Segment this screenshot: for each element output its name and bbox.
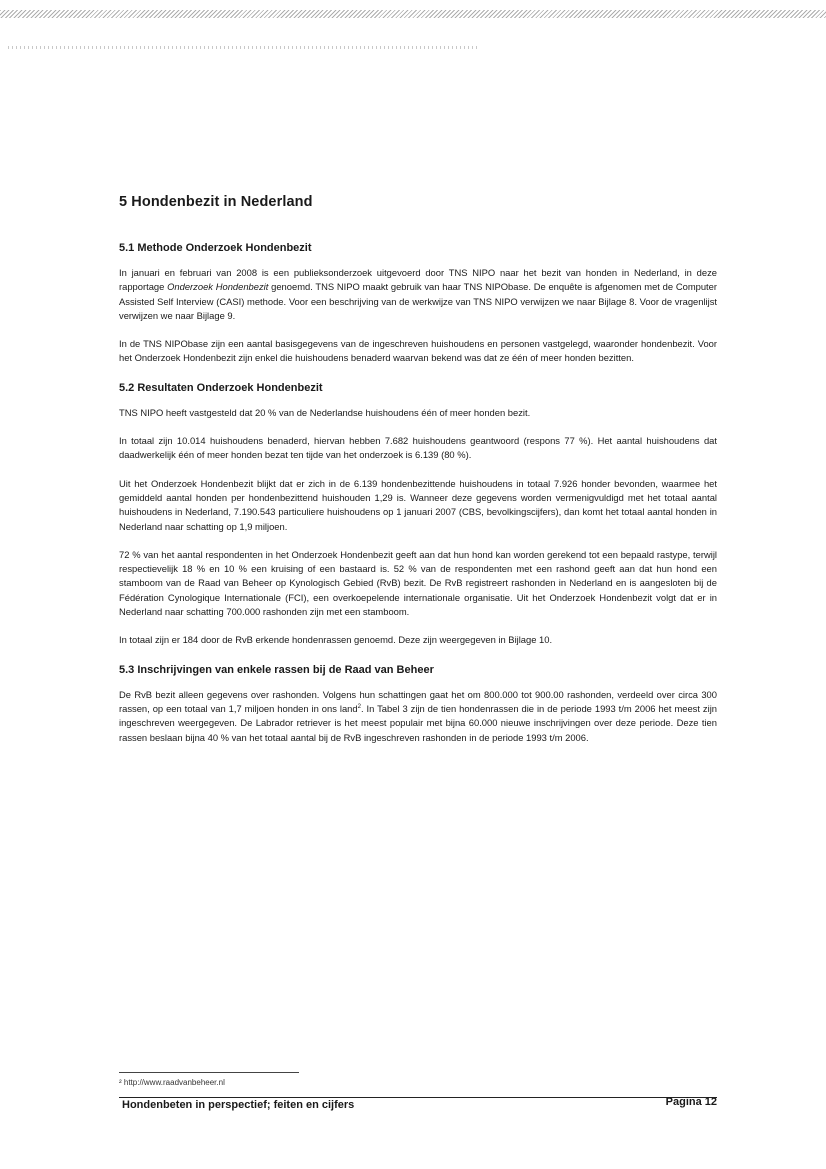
- paragraph-text: . In Tabel 3 zijn de tien hondenrassen die in de periode 1993 t/m 2006 het meest zijn ingeschreven weergegeven. De Labrador retriever is het meest populair met bijna 60.000 nieuwe inschrijvingen over deze periode. Deze tien rassen beslaan bijna 40 % van het totaal aantal bij de RvB ingeschreven rashonden in de periode 1993 t/m 2006.: [119, 702, 717, 743]
- page-content: [119, 194, 717, 759]
- footer-divider: [119, 1097, 717, 1098]
- paragraph: In de TNS NIPObase zijn een aantal basisgegevens van de ingeschreven huishoudens en personen vastgelegd, waaronder hondenbezit. Voor het Onderzoek Hondenbezit zijn enkel die huishoudens benaderd waarvan bekend was dat ze één of meer honden bezitten.: [119, 338, 717, 364]
- paragraph: [119, 266, 717, 323]
- section-title: 5.1 Methode Onderzoek Hondenbezit: [119, 242, 312, 254]
- paragraph: In totaal zijn er 184 door de RvB erkende hondenrassen genoemd. Deze zijn weergegeven in Bijlage 10.: [119, 634, 553, 646]
- page-number: Pagina 12: [665, 1096, 717, 1108]
- section-5-2: [119, 382, 717, 648]
- footnote-divider: [119, 1072, 299, 1073]
- paragraph: In totaal zijn 10.014 huishoudens benaderd, hiervan hebben 7.682 huishoudens geantwoord (respons 77 %). Het aantal huishoudens dat daadwerkelijk één of meer honden bezat ten tijde van het onderzoek is 6.139 (80 %).: [119, 435, 717, 461]
- paragraph-text: In januari en februari van 2008 is een publieksonderzoek uitgevoerd door TNS NIPO naar het bezit van honden in Nederland, in deze rapportage: [119, 267, 717, 293]
- paragraph-text: De RvB bezit alleen gegevens over rashonden. Volgens hun schattingen gaat het om 800.000 tot 900.00 rashonden, verdeeld over circa 300 rassen, op een totaal van 1,7 miljoen honden in ons land: [119, 688, 717, 714]
- footer-document-title: Hondenbeten in perspectief; feiten en cijfers: [122, 1099, 355, 1111]
- scan-artifact-top: [0, 10, 826, 18]
- section-title: 5.3 Inschrijvingen van enkele rassen bij de Raad van Beheer: [119, 663, 434, 676]
- footnote: ² http://www.raadvanbeheer.nl: [119, 1078, 225, 1087]
- scan-artifact-dots: [8, 46, 478, 49]
- paragraph: 72 % van het aantal respondenten in het Onderzoek Hondenbezit geeft aan dat hun hond kan worden gerekend tot een bepaald rastype, terwijl respectievelijk 18 % en 10 % een kruising of een bastaard is. 52 % van de respondenten met een rashond geeft aan dat hun hond een stamboom van de Raad van Beheer op Kynologisch Gebied (RvB) bezit. De RvB registreert rashonden in Nederland en is aangesloten bij de Fédération Cynologique Internationale (FCI), een overkoepelende internationale organisatie. Uit het Onderzoek Hondenbezit volgt dat er in Nederland naar schatting 700.000 rashonden zijn met een stamboom.: [119, 548, 717, 618]
- paragraph-emphasis: Onderzoek Hondenbezit: [167, 281, 269, 293]
- footnote-marker: 2: [357, 703, 361, 710]
- section-5-3: [119, 664, 717, 745]
- chapter-title: 5 Hondenbezit in Nederland: [119, 194, 313, 210]
- paragraph: TNS NIPO heeft vastgesteld dat 20 % van de Nederlandse huishoudens één of meer honden bezit.: [119, 406, 531, 418]
- section-5-1: [119, 242, 717, 366]
- paragraph-text: genoemd. TNS NIPO maakt gebruik van haar TNS NIPObase. De enquête is afgenomen met de Computer Assisted Self Interview (CASI) methode. Voor een beschrijving van de werkwijze van TNS NIPO verwijzen we naar Bijlage 8. Voor de vragenlijst verwijzen we naar Bijlage 9.: [119, 281, 718, 321]
- paragraph: [119, 688, 717, 745]
- section-title: 5.2 Resultaten Onderzoek Hondenbezit: [119, 381, 323, 394]
- paragraph: Uit het Onderzoek Hondenbezit blijkt dat er zich in de 6.139 hondenbezittende huishoudens in totaal 7.926 honder bevonden, waarmee het gemiddeld aantal honden per hondenbezittend huishouden 1,29 is. Wanneer deze gegevens worden vermenigvuldigd met het totaal aantal huishoudens in Nederland, 7.190.543 particuliere huishoudens op 1 januari 2007 (CBS, bevolkingscijfers), dan komt het totaal aantal honden in Nederland naar schatting op 1,9 miljoen.: [119, 477, 717, 532]
